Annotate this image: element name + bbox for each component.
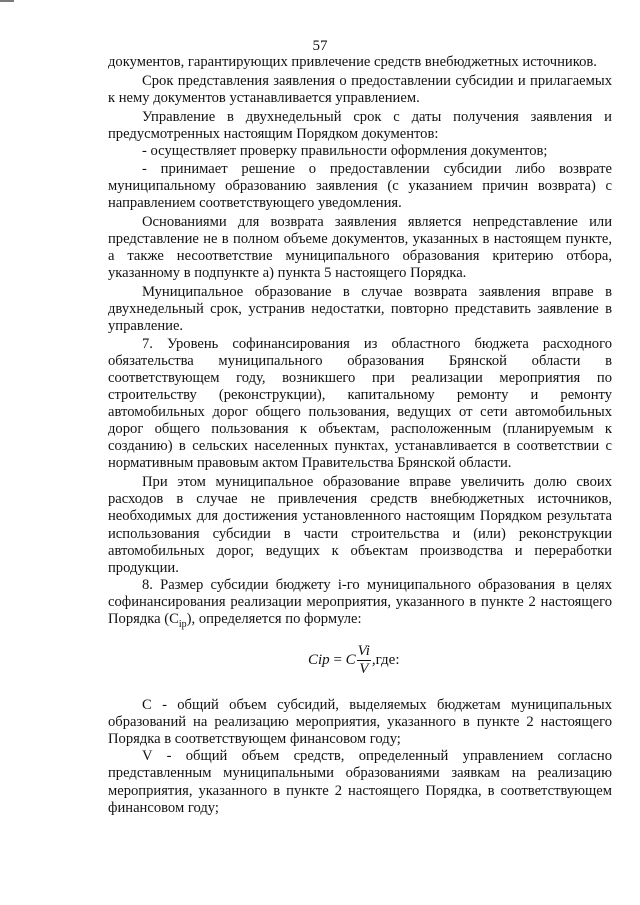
document-body <box>108 54 612 817</box>
formula-numerator: Vi <box>357 643 370 660</box>
formula-fraction <box>357 643 371 678</box>
formula-lhs: Cip <box>308 652 330 669</box>
paragraph-share-increase: При этом муниципальное образование вправе увеличить долю своих расходов в случае не привлечения средств внебюджетных источников, необходимых для достижения установленного настоящим Порядком результата использования субсидии в части строительства и (или) реконструкции автомобильных дорог, ведущих к объектам производства и переработки продукции. <box>108 474 612 576</box>
paragraph-resubmission: Муниципальное образование в случае возврата заявления вправе в двухнедельный срок, устранив недостатки, повторно представить заявление в управление. <box>108 284 612 335</box>
definition-c: С - общий объем субсидий, выделяемых бюджетам муниципальных образований на реализацию мероприятия, указанного в пункте 2 настоящего Порядка в соответствующем финансовом году; <box>108 697 612 748</box>
paragraph-submission-deadline: Срок представления заявления о предоставлении субсидии и прилагаемых к нему документов устанавливается управлением. <box>108 73 612 107</box>
paragraph-return-grounds: Основаниями для возврата заявления является непредставление или представление не в полном объеме документов, указанных в настоящем пункте, а также несоответствие муниципального образования критерию отбора, указанному в подпункте а) пункта 5 настоящего Порядка. <box>108 213 612 282</box>
item-8-subscript: ip <box>178 618 187 630</box>
paragraph-continuation: документов, гарантирующих привлечение средств внебюджетных источников. <box>108 54 597 70</box>
subsidy-formula <box>108 631 612 697</box>
paragraph-item-8 <box>108 577 612 628</box>
definition-v: V - общий объем средств, определенный управлением согласно представленным муниципальными образованиями заявкам на реализацию мероприятия, указанного в пункте 2 настоящего Порядка, в соответствующем финансовом году; <box>108 748 612 816</box>
page-number: 57 <box>312 38 328 54</box>
formula-coefficient: C <box>345 652 356 669</box>
list-item-decision: - принимает решение о предоставлении субсидии либо возврате муниципальному образованию заявления (с указанием причин возврата) с направлением соответствующего уведомления. <box>108 160 612 211</box>
paragraph-item-7: 7. Уровень софинансирования из областного бюджета расходного обязательства муниципального образования Брянской области в соответствующем году, возникшего при реализации мероприятия по строительству (реконструкции), капитальному ремонту и ремонту автомобильных дорог общего пользования, ведущих от сети автомобильных дорог общего пользования к объектам, расположенным (планируемым к созданию) в сельских населенных пунктах, устанавливается в соответствии с нормативным правовым актом Правительства Брянской области. <box>108 335 612 472</box>
formula-denominator: V <box>359 661 369 678</box>
formula-suffix: ,где: <box>371 652 400 669</box>
paragraph-review-period: Управление в двухнедельный срок с даты получения заявления и предусмотренных настоящим Порядком документов: <box>108 109 612 143</box>
item-8-tail: ), определяется по формуле: <box>186 611 362 627</box>
page-edge-mark <box>0 0 14 2</box>
list-item-check: - осуществляет проверку правильности оформления документов; <box>142 143 548 160</box>
item-8-text: 8. Размер субсидии бюджету i-го муниципального образования в целях софинансирования реализации мероприятия, указанного в пункте 2 настоящего Порядка (С <box>108 576 612 627</box>
formula-equals: = <box>329 652 346 669</box>
